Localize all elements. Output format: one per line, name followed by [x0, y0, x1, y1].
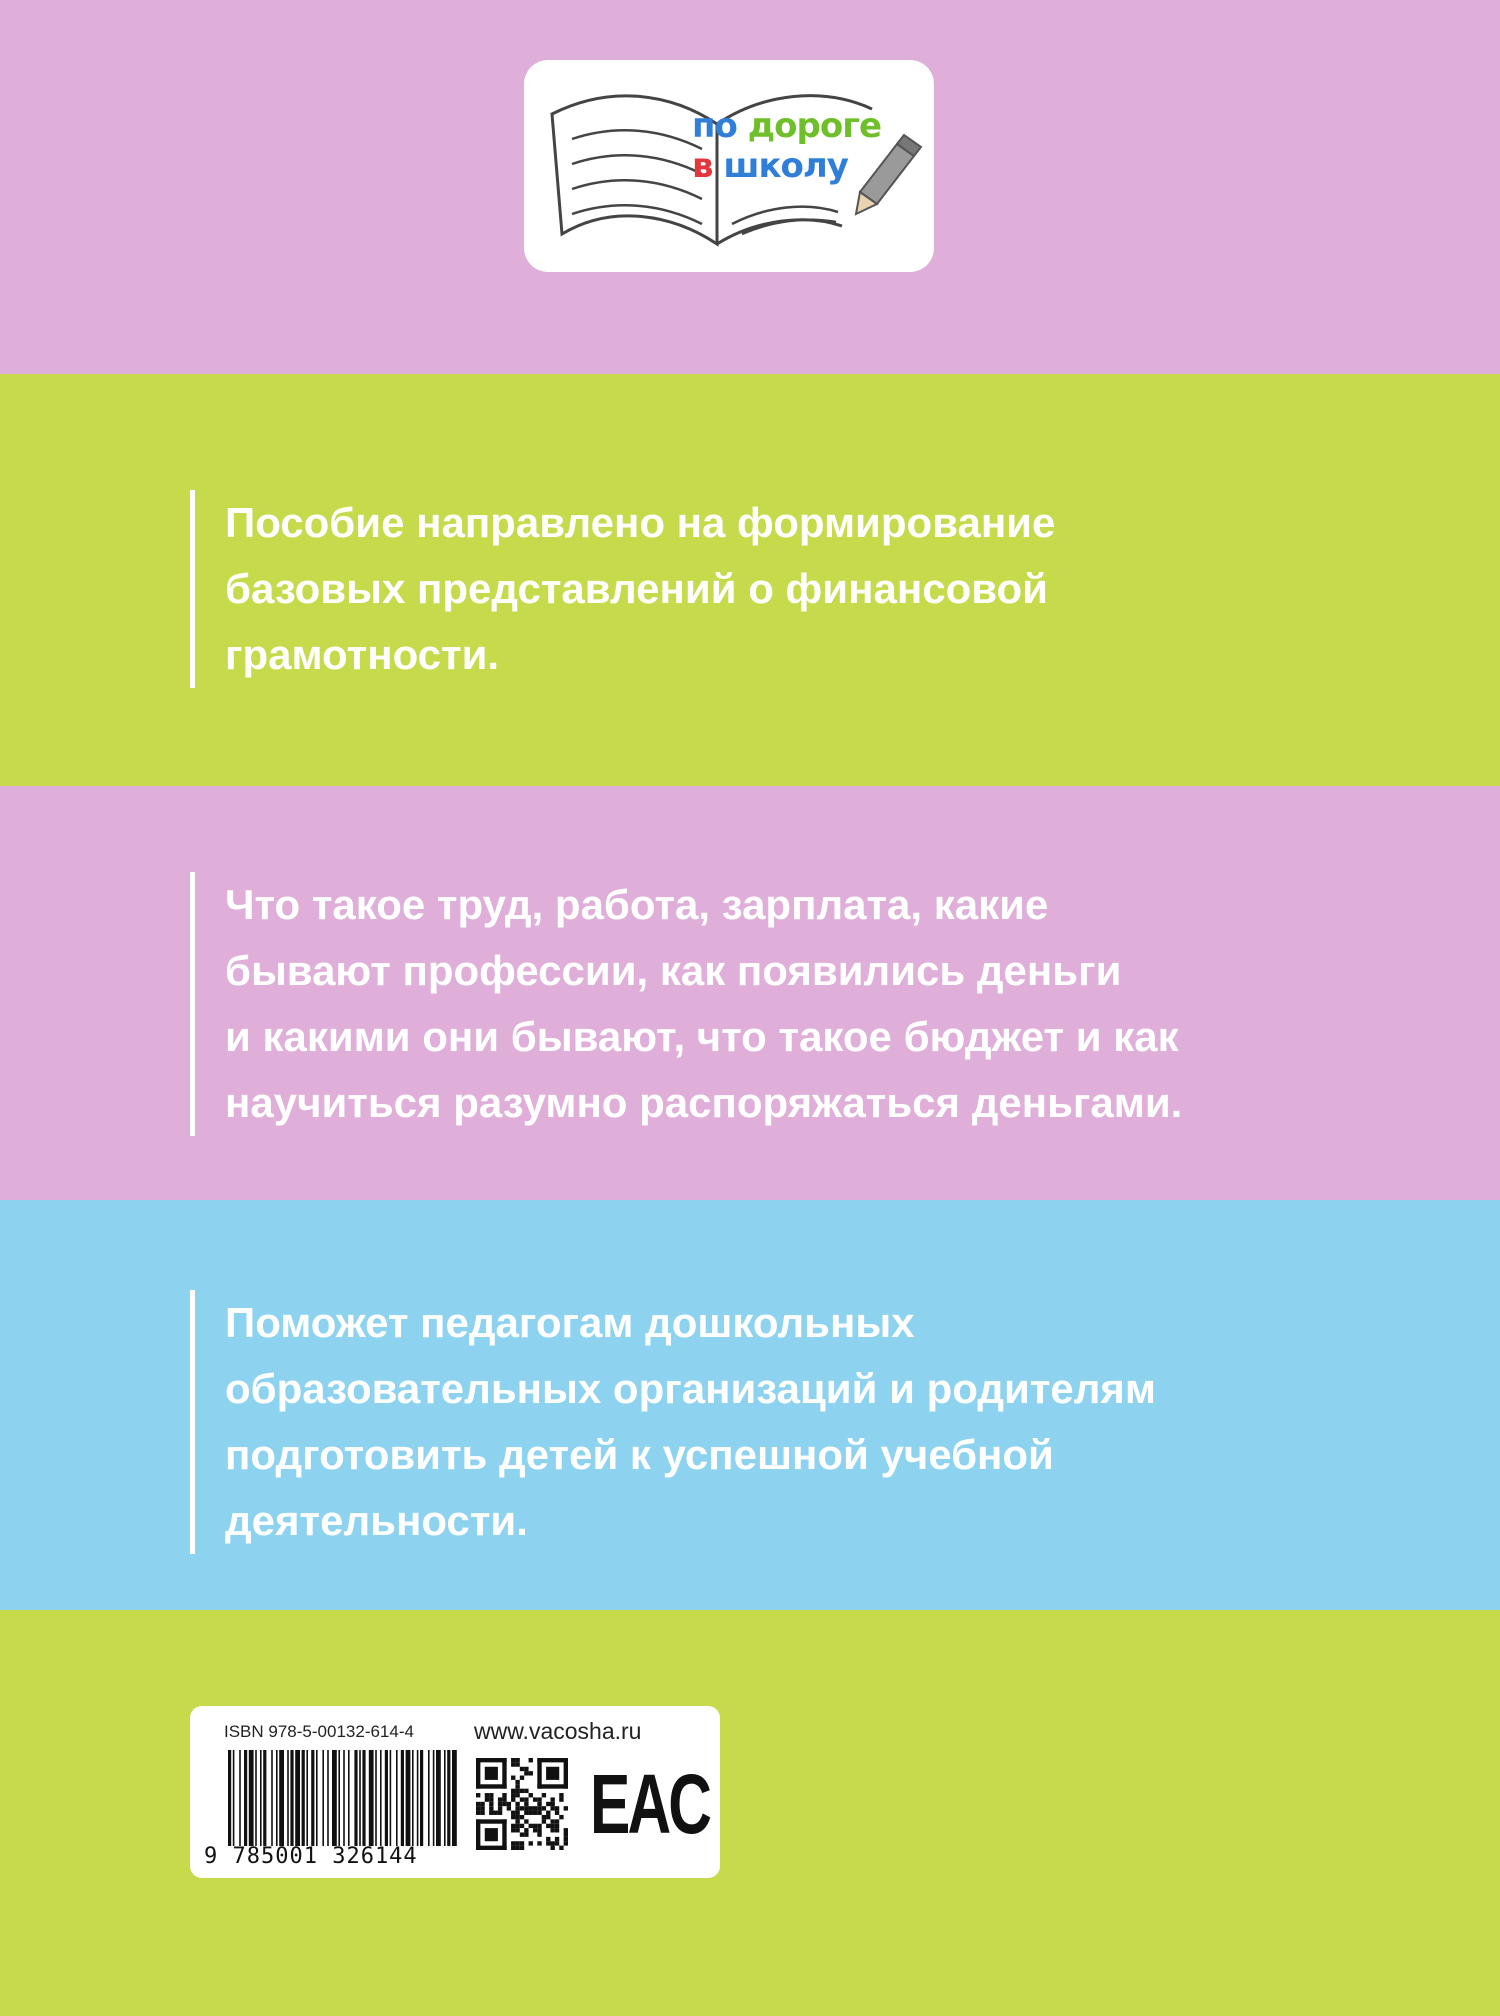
qr-module: [529, 1824, 533, 1828]
eac-mark: EAC: [590, 1757, 710, 1851]
block-line: бывают профессии, как появились деньги: [225, 947, 1122, 994]
qr-module: [550, 1797, 554, 1801]
qr-module: [550, 1806, 554, 1810]
qr-module: [507, 1802, 511, 1806]
qr-module: [537, 1758, 568, 1762]
qr-module: [550, 1802, 554, 1806]
barcode-bar: [396, 1750, 398, 1846]
qr-module: [564, 1758, 568, 1789]
publisher-website: www.vacosha.ru: [474, 1718, 642, 1744]
qr-module: [529, 1771, 533, 1775]
barcode-bar: [233, 1750, 235, 1846]
qr-module: [537, 1802, 541, 1806]
qr-module: [520, 1767, 524, 1771]
qr-module: [476, 1793, 480, 1797]
qr-module: [529, 1806, 533, 1810]
qr-module: [537, 1824, 541, 1828]
qr-module: [511, 1762, 515, 1766]
block-line: образовательных организаций и родителям: [225, 1365, 1156, 1412]
barcode-bar: [255, 1750, 257, 1846]
qr-module: [511, 1776, 515, 1780]
qr-module: [546, 1815, 550, 1819]
barcode-bar: [369, 1750, 374, 1846]
qr-module: [511, 1824, 515, 1828]
qr-module: [485, 1793, 489, 1797]
barcode-bar: [390, 1750, 392, 1846]
barcode-bar: [401, 1750, 404, 1846]
qr-module: [520, 1824, 524, 1828]
qr-module: [480, 1802, 484, 1806]
qr-module: [515, 1819, 519, 1823]
series-title: [692, 106, 892, 186]
description-block-2: [190, 872, 1415, 1136]
qr-module: [524, 1806, 528, 1810]
qr-module: [533, 1811, 537, 1815]
qr-module: [559, 1846, 563, 1850]
block-line: Пособие направлено на формирование: [225, 499, 1056, 546]
barcode-bar: [295, 1750, 300, 1846]
barcode-bar: [311, 1750, 314, 1846]
qr-module: [502, 1802, 506, 1806]
barcode-bar: [276, 1750, 278, 1846]
qr-module: [546, 1767, 559, 1780]
qr-module: [511, 1841, 515, 1845]
qr-module: [529, 1793, 533, 1797]
qr-module: [515, 1780, 519, 1784]
series-title-line-1: [692, 106, 892, 146]
qr-module: [559, 1793, 563, 1797]
qr-module: [485, 1828, 498, 1841]
qr-module: [550, 1819, 554, 1823]
barcode-bar: [332, 1750, 337, 1846]
qr-module: [520, 1806, 524, 1810]
qr-module: [476, 1806, 480, 1810]
barcode-bar: [287, 1750, 289, 1846]
qr-module: [542, 1819, 546, 1823]
barcode-bar: [412, 1750, 414, 1846]
qr-module: [529, 1841, 533, 1845]
qr-module: [515, 1841, 519, 1845]
qr-module: [476, 1811, 480, 1815]
qr-module: [511, 1815, 515, 1819]
qr-module: [524, 1802, 528, 1806]
qr-module: [555, 1811, 559, 1815]
qr-module: [515, 1758, 519, 1762]
qr-module: [533, 1824, 537, 1828]
qr-module: [520, 1776, 524, 1780]
barcode-bar: [348, 1750, 350, 1846]
qr-module: [546, 1841, 550, 1845]
qr-module: [485, 1767, 498, 1780]
qr-module: [537, 1811, 541, 1815]
qr-module: [555, 1837, 559, 1841]
block-line: Что такое труд, работа, зарплата, какие: [225, 881, 1049, 928]
qr-module: [489, 1802, 493, 1806]
qr-module: [537, 1828, 541, 1832]
qr-module: [476, 1758, 507, 1762]
qr-module: [520, 1841, 524, 1845]
qr-module: [533, 1806, 537, 1810]
barcode-bar: [306, 1750, 308, 1846]
series-title-word: школу: [723, 146, 848, 186]
barcode-bar: [452, 1750, 457, 1846]
qr-module: [537, 1832, 541, 1836]
qr-module: [524, 1771, 528, 1775]
qr-module: [480, 1806, 484, 1810]
qr-module: [524, 1828, 528, 1832]
qr-module: [511, 1793, 515, 1797]
qr-module: [537, 1806, 541, 1810]
barcode-bar: [359, 1750, 361, 1846]
qr-module: [559, 1815, 563, 1819]
qr-module: [564, 1806, 568, 1810]
qr-module: [498, 1811, 502, 1815]
barcode-bar: [263, 1750, 266, 1846]
qr-module: [515, 1824, 519, 1828]
barcode-bar: [362, 1750, 365, 1846]
qr-module: [555, 1841, 559, 1845]
barcode-bar: [260, 1750, 262, 1846]
qr-module: [537, 1784, 568, 1788]
qr-module: [476, 1758, 480, 1789]
qr-module: [537, 1841, 541, 1845]
series-title-word: в: [692, 146, 724, 186]
qr-module: [564, 1832, 568, 1836]
qr-module: [533, 1797, 537, 1801]
qr-module: [546, 1811, 550, 1815]
qr-module: [489, 1806, 493, 1810]
qr-module: [524, 1767, 528, 1771]
barcode-bar: [338, 1750, 340, 1846]
block-line: грамотности.: [225, 631, 500, 678]
barcode-bar: [290, 1750, 293, 1846]
qr-module: [542, 1793, 546, 1797]
qr-module: [550, 1828, 554, 1832]
qr-module: [511, 1846, 515, 1850]
barcode-digits: 9 785001 326144: [204, 1844, 418, 1869]
barcode-bar: [327, 1750, 329, 1846]
qr-module: [564, 1841, 568, 1845]
qr-module: [511, 1789, 515, 1793]
qr-code-icon: [476, 1758, 568, 1850]
barcode-bar: [420, 1750, 423, 1846]
barcode-bar: [279, 1750, 284, 1846]
barcode-bar: [271, 1750, 273, 1846]
qr-module: [515, 1815, 519, 1819]
qr-module: [520, 1846, 524, 1850]
block-line: научиться разумно распоряжаться деньгами.: [225, 1079, 1183, 1126]
imprint-card: [190, 1706, 720, 1878]
qr-module: [511, 1797, 515, 1801]
qr-module: [559, 1797, 563, 1801]
barcode-bar: [436, 1750, 441, 1846]
qr-module: [533, 1828, 537, 1832]
qr-module: [520, 1797, 524, 1801]
qr-module: [546, 1837, 550, 1841]
block-line: и какими они бывают, что такое бюджет и как: [225, 1013, 1179, 1060]
barcode-bar: [417, 1750, 419, 1846]
qr-module: [550, 1824, 554, 1828]
qr-module: [485, 1797, 489, 1801]
barcode-bar: [228, 1750, 231, 1846]
qr-module: [511, 1811, 515, 1815]
qr-module: [550, 1841, 554, 1845]
qr-module: [476, 1846, 507, 1850]
qr-module: [489, 1811, 493, 1815]
qr-module: [524, 1832, 528, 1836]
barcode-bar: [343, 1750, 345, 1846]
qr-module: [520, 1789, 524, 1793]
qr-module: [537, 1758, 541, 1789]
qr-module: [564, 1837, 568, 1841]
qr-module: [515, 1846, 519, 1850]
qr-module: [555, 1824, 559, 1828]
barcode-bar: [322, 1750, 324, 1846]
barcode-bar: [428, 1750, 430, 1846]
qr-module: [529, 1811, 533, 1815]
qr-module: [476, 1784, 507, 1788]
series-title-word: по: [692, 106, 748, 146]
barcode-bar: [406, 1750, 411, 1846]
qr-module: [476, 1819, 480, 1850]
series-logo: [524, 60, 934, 272]
block-line: деятельности.: [225, 1497, 528, 1544]
qr-module: [502, 1819, 506, 1850]
qr-module: [515, 1806, 519, 1810]
qr-module: [515, 1762, 519, 1766]
qr-module: [502, 1797, 506, 1801]
barcode-bar: [447, 1750, 450, 1846]
barcode-bar: [239, 1750, 241, 1846]
qr-module: [515, 1828, 519, 1832]
qr-module: [555, 1819, 559, 1823]
block-line: базовых представлений о финансовой: [225, 565, 1048, 612]
qr-module: [489, 1797, 493, 1801]
barcode-bar: [354, 1750, 357, 1846]
qr-module: [542, 1815, 546, 1819]
barcode-icon: [224, 1750, 462, 1846]
description-block-3: [190, 1290, 1415, 1554]
qr-module: [524, 1819, 528, 1823]
qr-module: [546, 1824, 550, 1828]
qr-module: [498, 1802, 502, 1806]
qr-module: [515, 1784, 519, 1788]
qr-module: [524, 1797, 528, 1801]
qr-module: [537, 1797, 541, 1801]
qr-module: [555, 1806, 559, 1810]
qr-module: [511, 1828, 515, 1832]
barcode-bar: [444, 1750, 446, 1846]
qr-module: [494, 1811, 498, 1815]
qr-module: [564, 1828, 568, 1832]
qr-module: [555, 1828, 559, 1832]
block-line: подготовить детей к успешной учебной: [225, 1431, 1054, 1478]
barcode-bar: [385, 1750, 388, 1846]
series-title-word: дороге: [747, 106, 882, 146]
qr-module: [550, 1846, 554, 1850]
qr-module: [480, 1811, 484, 1815]
barcode-bar: [433, 1750, 435, 1846]
block-line: Поможет педагогам дошкольных: [225, 1299, 915, 1346]
series-title-line-2: [692, 146, 892, 186]
qr-module: [520, 1832, 524, 1836]
qr-module: [546, 1802, 550, 1806]
qr-module: [476, 1802, 480, 1806]
qr-module: [524, 1789, 528, 1793]
qr-module: [520, 1815, 524, 1819]
qr-module: [502, 1793, 506, 1797]
description-block-1: [190, 490, 1415, 688]
barcode-bar: [249, 1750, 254, 1846]
qr-module: [498, 1797, 502, 1801]
qr-module: [515, 1793, 519, 1797]
qr-module: [515, 1789, 519, 1793]
qr-module: [524, 1811, 528, 1815]
qr-module: [511, 1758, 515, 1762]
qr-module: [542, 1806, 546, 1810]
barcode-bar: [244, 1750, 247, 1846]
qr-module: [515, 1811, 519, 1815]
qr-module: [502, 1758, 506, 1789]
qr-module: [507, 1806, 511, 1810]
isbn-number: ISBN 978-5-00132-614-4: [224, 1722, 414, 1741]
qr-module: [489, 1793, 493, 1797]
barcode-bar: [375, 1750, 377, 1846]
barcode-bar: [302, 1750, 305, 1846]
qr-module: [476, 1819, 507, 1823]
qr-module: [515, 1802, 519, 1806]
barcode-bar: [380, 1750, 382, 1846]
qr-module: [529, 1758, 533, 1762]
barcode-bar: [316, 1750, 318, 1846]
qr-module: [498, 1806, 502, 1810]
